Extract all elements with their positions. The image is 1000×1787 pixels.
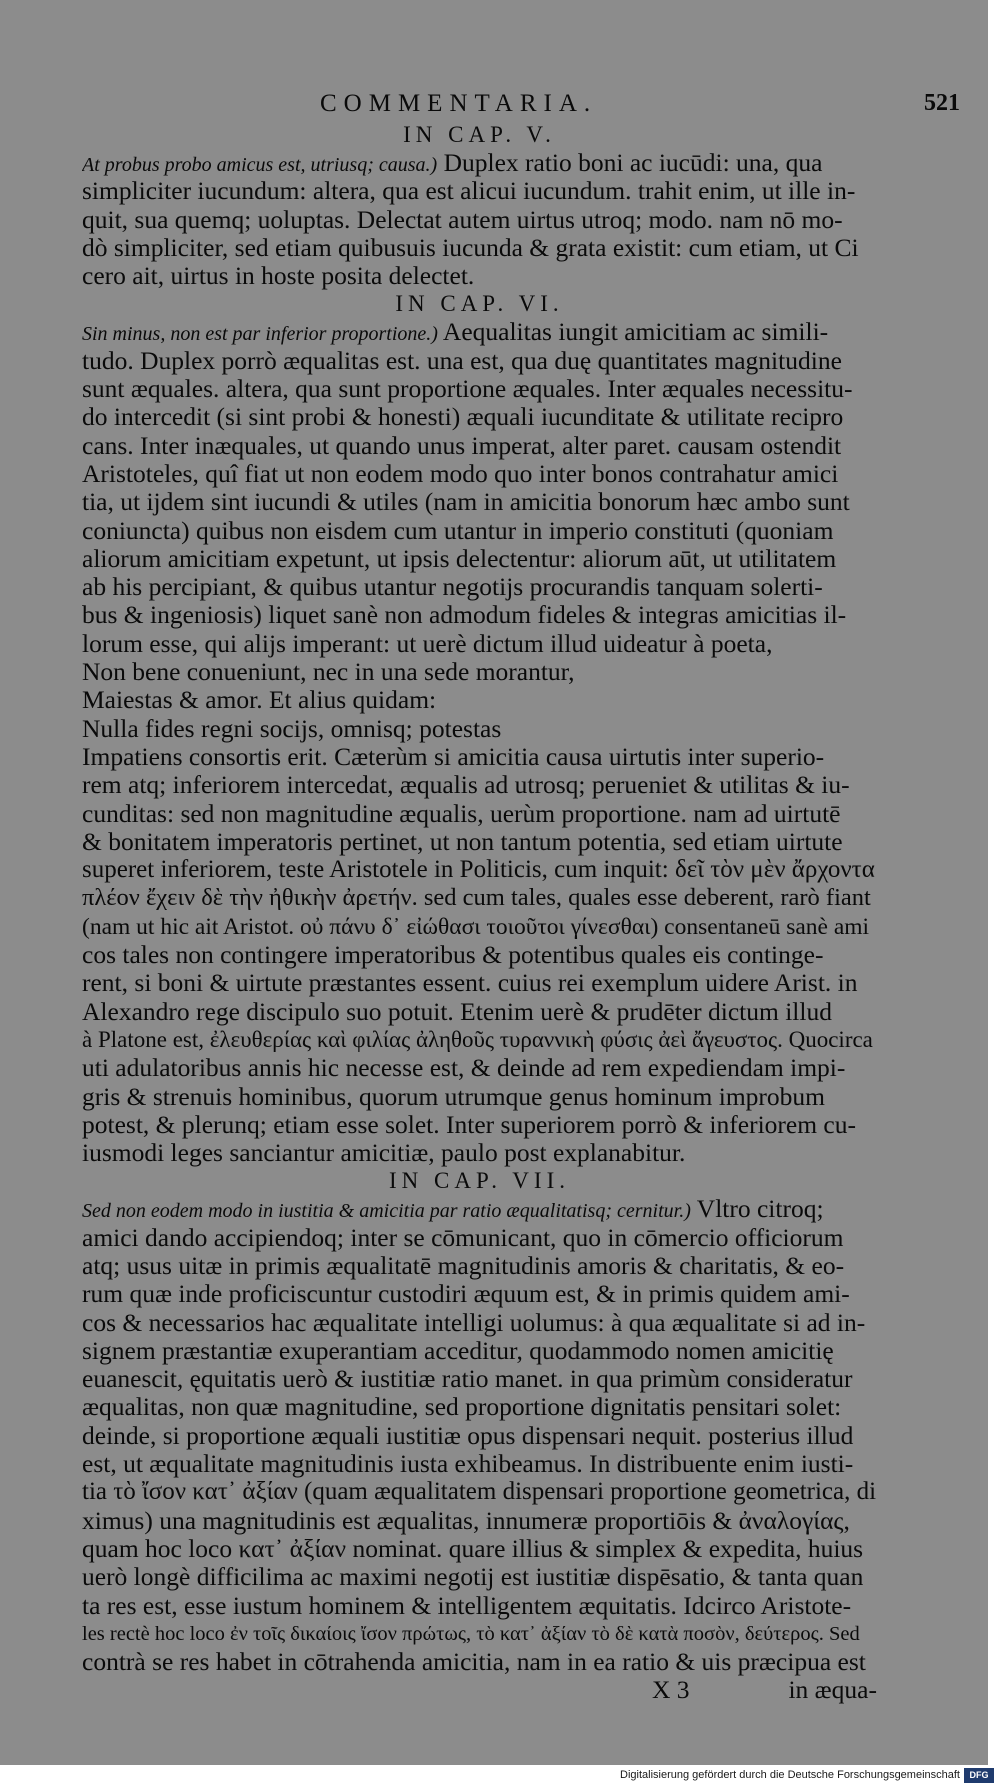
running-title: COMMENTARIA.	[320, 90, 598, 117]
footer-credit: Digitalisierung gefördert durch die Deutsche Forschungsgemeinschaft	[620, 1769, 960, 1781]
line-text: lorum esse, qui alijs imperant: ut uerè dictum illud uideatur à poeta,	[82, 629, 773, 658]
chapter-heading: IN CAP. VI.	[395, 291, 564, 317]
line-text: Aequalitas iungit amicitiam ac simili-	[437, 318, 829, 347]
text-line	[82, 432, 877, 460]
line-text: cos & necessarios hac æqualitate intelligi uolumus: à qua æqualitate si ad in-	[82, 1308, 866, 1337]
line-text: contrà se res habet in cōtrahenda amicitia, nam in ea ratio & uis præcipua est	[82, 1648, 866, 1677]
line-text: atq; usus uitæ in primis æqualitatē magnitudinis amoris & charitatis, & eo-	[82, 1251, 845, 1280]
line-text: cans. Inter inæquales, ut quando unus imperat, alter paret. causam ostendit	[82, 431, 842, 460]
line-text: Maiestas & amor. Et alius quidam:	[82, 686, 437, 715]
line-text: æqualitas, non quæ magnitudine, sed proportione dignitatis pensitari solet:	[82, 1393, 842, 1422]
text-line	[82, 1083, 877, 1111]
line-text: aliorum amicitiam expetunt, ut ipsis delectentur: aliorum aūt, ut utilitatem	[82, 544, 837, 573]
line-text: ab his percipiant, & quibus utantur negotijs procurandis tanquam solerti-	[82, 573, 823, 602]
line-text: tudo. Duplex porrò æqualitas est. una est, qua duę quantitates magnitudine	[82, 346, 842, 375]
text-line	[82, 149, 877, 177]
text-line	[82, 1054, 877, 1082]
text-line	[82, 998, 877, 1026]
line-text: rum quæ inde proficiscuntur custodiri æquum est, & in primis quidem ami-	[82, 1280, 850, 1309]
text-line	[82, 1393, 877, 1421]
text-line	[82, 715, 877, 743]
text-line	[82, 941, 877, 969]
line-text: coniuncta) quibus non eisdem cum utantur in imperio constituti (quoniam	[82, 516, 834, 545]
text-line	[82, 743, 877, 771]
text-line	[82, 517, 877, 545]
line-text: signem præstantiæ exuperantiam acceditur, quodammodo nomen amicitię	[82, 1336, 834, 1365]
line-text: est, ut æqualitate magnitudinis iusta exhibeamus. In distribuente enim iusti-	[82, 1450, 854, 1479]
text-line	[82, 800, 877, 828]
text-line	[82, 913, 877, 941]
lemma: Sin minus, non est par inferior proportione.)	[82, 323, 438, 346]
line-text: quam hoc loco κατ᾽ ἀξίαν nominat. quare illius & simplex & expedita, huius	[82, 1534, 864, 1563]
text-line	[82, 1563, 877, 1591]
text-line	[82, 375, 877, 403]
line-text: Duplex ratio boni ac iucūdi: una, qua	[437, 149, 823, 177]
text-line	[82, 856, 877, 884]
line-text: Nulla fides regni socijs, omnisq; potestas	[82, 714, 502, 743]
text-line	[82, 658, 877, 686]
line-text: do intercedit (si sint probi & honesti) æquali iucunditate & utilitate recipro	[82, 403, 844, 432]
line-text: tia τὸ ἴσον κατ᾽ ἀξίαν (quam æqualitatem dispensari proportione geometrica, di	[82, 1478, 877, 1506]
line-text: tia, ut ijdem sint iucundi & utiles (nam in amicitia bonorum hæc ambo sunt	[82, 488, 850, 517]
text-line	[82, 969, 877, 997]
line-text: bus & ingeniosis) liquet sanè non admodum fideles & integras amicitias il-	[82, 601, 847, 630]
text-line	[82, 771, 877, 799]
text-line	[82, 1592, 877, 1620]
text-line	[82, 828, 877, 856]
line-text: superet inferiorem, teste Aristotele in Politicis, cum inquit: δεῖ τὸν μὲν ἄρχοντα	[82, 856, 875, 884]
line-text: dò simpliciter, sed etiam quibusuis iucunda & grata existit: cum etiam, ut Ci	[82, 233, 859, 262]
page-number: 521	[924, 90, 960, 116]
text-line	[82, 686, 877, 714]
text-line	[82, 1648, 877, 1676]
text-line	[82, 1224, 877, 1252]
text-line	[82, 403, 877, 431]
line-text: simpliciter iucundum: altera, qua est alicui iucundum. trahit enim, ut ille in-	[82, 177, 856, 206]
text-line	[82, 1252, 877, 1280]
line-text: iusmodi leges sanciantur amicitiæ, paulo post explanabitur.	[82, 1139, 686, 1168]
text-line	[82, 1422, 877, 1450]
signature-line	[82, 1676, 877, 1704]
text-line	[82, 488, 877, 516]
line-text: Non bene conueniunt, nec in una sede morantur,	[82, 658, 575, 687]
line-text: cero ait, uirtus in hoste posita delectet.	[82, 262, 475, 291]
signature-mark: X 3	[652, 1676, 690, 1705]
chapter-heading: IN CAP. V.	[403, 122, 556, 147]
line-text: gris & strenuis hominibus, quorum utrumque genus hominum improbum	[82, 1082, 826, 1111]
text-line	[82, 1450, 877, 1478]
text-line	[82, 1111, 877, 1139]
line-text: deinde, si proportione æquali iustitiæ opus dispensari nequit. posterius illud	[82, 1421, 854, 1450]
line-text: Impatiens consortis erit. Cæterùm si amicitia causa uirtutis inter superio-	[82, 742, 825, 771]
digitization-footer	[0, 1765, 1000, 1787]
text-line	[82, 206, 877, 234]
text-line	[82, 601, 877, 629]
text-line	[82, 884, 877, 912]
line-text: πλέον ἔχειν δὲ τὴν ἠθικὴν ἀρετήν. sed cum tales, quales esse deberent, rarò fiant	[82, 884, 871, 912]
text-line	[82, 1280, 877, 1308]
text-line	[82, 573, 877, 601]
text-line	[82, 1365, 877, 1393]
chapter-heading: IN CAP. VII.	[389, 1168, 570, 1194]
body-text	[82, 121, 877, 1705]
text-line	[82, 1620, 877, 1648]
dfg-logo: DFG	[964, 1768, 994, 1783]
text-line	[82, 177, 877, 205]
text-line	[82, 262, 877, 290]
line-text: ta res est, esse iustum hominem & intelligentem æquitatis. Idcirco Aristote-	[82, 1591, 852, 1620]
line-text: rent, si boni & uirtute præstantes essent. cuius rei exemplum uidere Arist. in	[82, 969, 858, 998]
line-text: & bonitatem imperatoris pertinet, ut non tantum potentia, sed etiam uirtute	[82, 827, 843, 856]
line-text: uti adulatoribus annis hic necesse est, & deinde ad rem expediendam impi-	[82, 1054, 846, 1083]
text-line	[82, 1026, 877, 1054]
line-text: rem atq; inferiorem intercedat, æqualis ad utrosq; perueniet & utilitas & iu-	[82, 771, 850, 800]
line-text: Aristoteles, quî fiat ut non eodem modo quo inter bonos contrahatur amici	[82, 459, 839, 488]
text-line	[82, 1139, 877, 1167]
text-line	[82, 1535, 877, 1563]
text-line	[82, 318, 877, 346]
text-line	[82, 1195, 877, 1223]
line-text: quit, sua quemq; uoluptas. Delectat autem uirtus utroq; modo. nam nō mo-	[82, 205, 843, 234]
line-text: euanescit, ęquitatis uerò & iustitiæ ratio manet. in qua primùm consideratur	[82, 1365, 853, 1394]
text-line	[82, 1337, 877, 1365]
text-line	[82, 460, 877, 488]
line-text: sunt æquales. altera, qua sunt proportione æquales. Inter æquales necessitu-	[82, 375, 853, 404]
line-text: (nam ut hic ait Aristot. οὐ πάνυ δ᾽ εἰώθασι τοιοῦτοι γίνεσθαι) consentaneū sanè ami	[82, 913, 870, 940]
text-line	[82, 1478, 877, 1506]
text-line	[82, 1507, 877, 1535]
line-text: à Platone est, ἐλευθερίας καὶ φιλίας ἀληθοῦς τυραννικὴ φύσις ἀεὶ ἄγευστος. Quocirca	[82, 1026, 873, 1052]
text-line	[82, 234, 877, 262]
lemma: At probus probo amicus est, utriusq; causa.)	[82, 154, 438, 176]
text-line	[82, 630, 877, 658]
lemma: Sed non eodem modo in iustitia & amicitia par ratio æqualitatisq; cernitur.)	[82, 1200, 691, 1223]
text-line	[82, 1309, 877, 1337]
line-text: Alexandro rege discipulo suo potuit. Etenim uerè & prudēter dictum illud	[82, 997, 832, 1026]
line-text: potest, & plerunq; etiam esse solet. Inter superiorem porrò & inferiorem cu-	[82, 1110, 856, 1139]
line-text: uerò longè difficilima ac maximi negotij est iustitiæ dispēsatio, & tanta quan	[82, 1563, 864, 1592]
catchword: in æqua-	[788, 1676, 877, 1705]
line-text: ximus) una magnitudinis est æqualitas, innumeræ proportiōis & ἀναλογίας,	[82, 1506, 850, 1535]
line-text: Vltro citroq;	[690, 1195, 824, 1224]
text-line	[82, 545, 877, 573]
line-text: amici dando accipiendoq; inter se cōmunicant, quo in cōmercio officiorum	[82, 1223, 844, 1252]
line-text: les rectè hoc loco ἐν τοῖς δικαίοις ἴσον πρώτως, τὸ κατ᾽ ἀξίαν τὸ δὲ κατὰ ποσὸν, δεύτερος. Sed	[82, 1622, 860, 1645]
line-text: cos tales non contingere imperatoribus & potentibus quales eis continge-	[82, 941, 824, 970]
text-line	[82, 347, 877, 375]
line-text: cunditas: sed non magnitudine æqualis, uerùm proportione. nam ad uirtutē	[82, 799, 841, 828]
